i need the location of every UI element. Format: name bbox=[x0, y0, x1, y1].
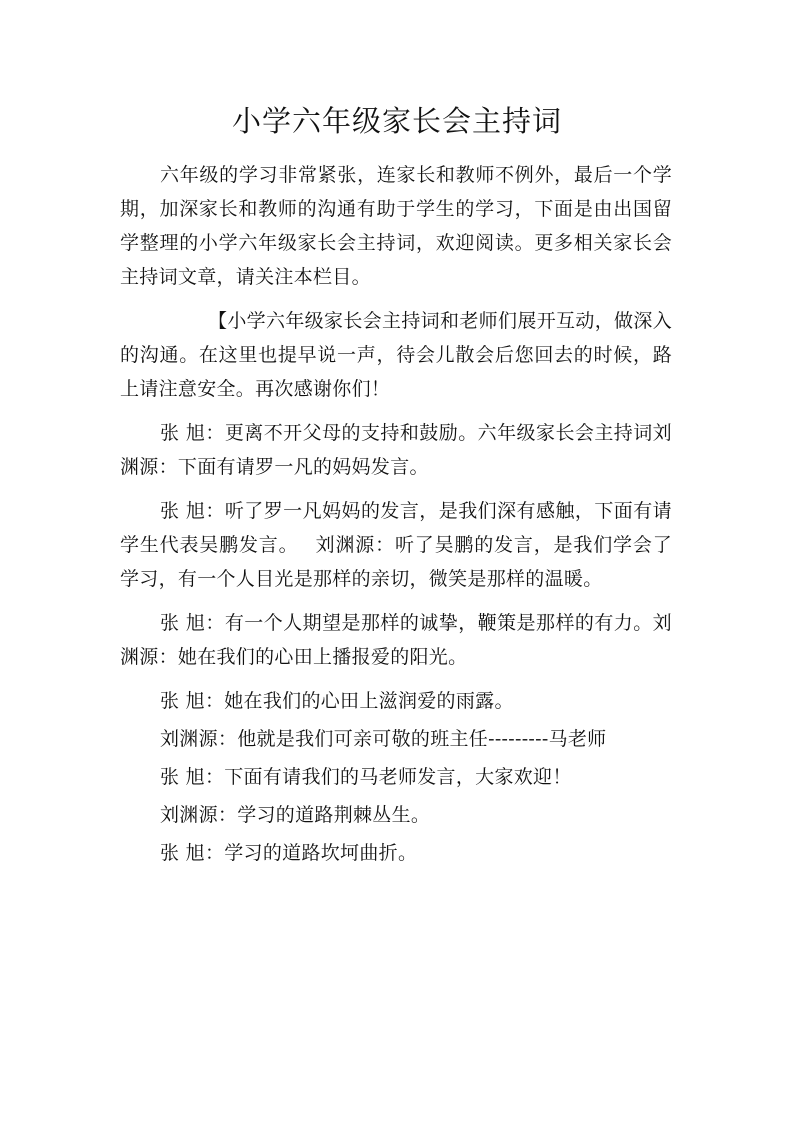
paragraph-opening: 【小学六年级家长会主持词和老师们展开互动，做深入的沟通。在这里也提早说一声，待会儿散会后您回去的时候，路上请注意安全。再次感谢你们！ bbox=[120, 310, 672, 400]
paragraph-dialogue: 张 旭：她在我们的心田上滋润爱的雨露。 bbox=[160, 690, 514, 712]
document-title: 小学六年级家长会主持词 bbox=[231, 104, 562, 138]
paragraph-dialogue: 张 旭：有一个人期望是那样的诚挚，鞭策是那样的有力。刘渊源：她在我们的心田上播报爱的阳光。 bbox=[120, 612, 672, 668]
paragraph-dialogue: 张 旭：学习的道路坎坷曲折。 bbox=[160, 842, 418, 864]
paragraph-intro: 六年级的学习非常紧张，连家长和教师不例外，最后一个学期，加深家长和教师的沟通有助于学生的学习，下面是由出国留学整理的小学六年级家长会主持词，欢迎阅读。更多相关家长会主持词文章，请关注本栏目。 bbox=[120, 164, 672, 288]
paragraph-dialogue: 刘渊源：学习的道路荆棘丛生。 bbox=[160, 804, 431, 826]
paragraph-dialogue: 刘渊源：他就是我们可亲可敬的班主任---------马老师 bbox=[160, 728, 607, 750]
paragraph-dialogue: 张 旭：更离不开父母的支持和鼓励。六年级家长会主持词刘渊源：下面有请罗一凡的妈妈发言。 bbox=[120, 422, 672, 478]
paragraph-dialogue: 张 旭：下面有请我们的马老师发言，大家欢迎！ bbox=[160, 766, 572, 788]
document-body bbox=[120, 158, 672, 874]
paragraph-dialogue: 张 旭：听了罗一凡妈妈的发言，是我们深有感触，下面有请学生代表吴鹏发言。 刘渊源：听了吴鹏的发言，是我们学会了学习，有一个人目光是那样的亲切，微笑是那样的温暖。 bbox=[120, 500, 672, 590]
